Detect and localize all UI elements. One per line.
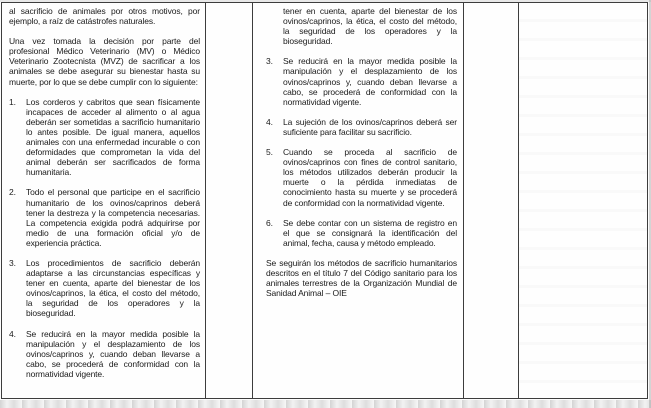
item-text: Todo el personal que participe en el sacrificio humanitario de los ovinos/caprinos deberá tener la destreza y la competencia necesarias. La competencia exigida podrá adquirirse por medio de una formación oficial y/o de experiencia práctica.	[26, 187, 200, 248]
table-cell-right-text	[253, 3, 464, 398]
item-number: 1.	[9, 96, 16, 107]
item-text: Se reducirá en la mayor medida posible la manipulación y el desplazamiento de los ovinos/caprinos y, cuando deban llevarse a cabo, se procederá de conformidad con la normatividad vigente.	[283, 56, 457, 107]
item-number: 4.	[9, 328, 16, 339]
item-number: 5.	[266, 147, 273, 158]
paragraph-intro: Una vez tomada la decisión por parte del profesional Médico Veterinario (MV) o Médico Veterinario Zootecnista (MVZ) de sacrificar a los animales se debe asegurar su bienestar hasta su muerte, por lo que se debe cumplir con lo siguiente:	[9, 36, 200, 87]
item-text: Cuando se proceda al sacrificio de ovinos/caprinos con fines de control sanitario, los métodos utilizados deberán producir la muerte o la pérdida inmediatas de conocimiento hasta su muerte y se procederá de conformidad con la normatividad vigente.	[283, 147, 457, 208]
table-cell-empty-1	[206, 3, 253, 398]
item-text: Se debe contar con un sistema de registro en el que se consignará la identificación del animal, fecha, causa y método empleado.	[283, 217, 457, 248]
item-text: Se reducirá en la mayor medida posible la manipulación y el desplazamiento de los ovinos/caprinos y, cuando deban llevarse a cabo, se procederá de conformidad con la normatividad vigente.	[26, 328, 200, 379]
numbered-item	[266, 56, 457, 106]
numbered-item	[9, 187, 200, 248]
table-cell-empty-3	[519, 3, 647, 398]
numbered-item	[9, 329, 200, 379]
numbered-item	[266, 147, 457, 208]
numbered-item	[9, 258, 200, 319]
item-number: 4.	[266, 116, 273, 127]
paragraph-item-continuation: tener en cuenta, aparte del bienestar de los ovinos/caprinos, la ética, el costo del método, la seguridad de los operadores y la bioseguridad.	[283, 6, 457, 47]
item-number: 6.	[266, 217, 273, 228]
table-cell-left-text	[2, 3, 206, 398]
item-text: Los corderos y cabritos que sean físicamente incapaces de acceder al alimento o al agua deberán ser sometidas a sacrificio humanitario lo antes posible. De igual manera, aquellos animales con una enfermedad incurable o con deformidades que comprometan la vida del animal deberán ser sacrificados de forma humanitaria.	[26, 96, 200, 178]
numbered-item	[266, 218, 457, 248]
paragraph-closing: Se seguirán los métodos de sacrificio humanitarios descritos en el título 7 del Código sanitario para los animales terrestres de la Organización Mundial de Sanidad Animal – OIE	[266, 257, 457, 299]
item-number: 3.	[9, 257, 16, 268]
table-cell-empty-2	[464, 3, 519, 398]
numbered-item	[266, 117, 457, 137]
scan-artifact-bottom	[0, 400, 651, 408]
item-text: Los procedimientos de sacrificio deberán adaptarse a las circunstancias específicas y tener en cuenta, aparte del bienestar de los ovinos/caprinos, la ética, el costo del método, la seguridad de los operadores y la bioseguridad.	[26, 257, 200, 319]
item-text: La sujeción de los ovinos/caprinos deberá ser suficiente para facilitar su sacrificio.	[283, 116, 457, 137]
numbered-item	[9, 97, 200, 178]
item-number: 2.	[9, 187, 16, 198]
paragraph-continuation: al sacrificio de animales por otros motivos, por ejemplo, a raíz de catástrofes naturales.	[9, 6, 200, 27]
item-number: 3.	[266, 56, 273, 67]
document-table	[1, 2, 648, 399]
